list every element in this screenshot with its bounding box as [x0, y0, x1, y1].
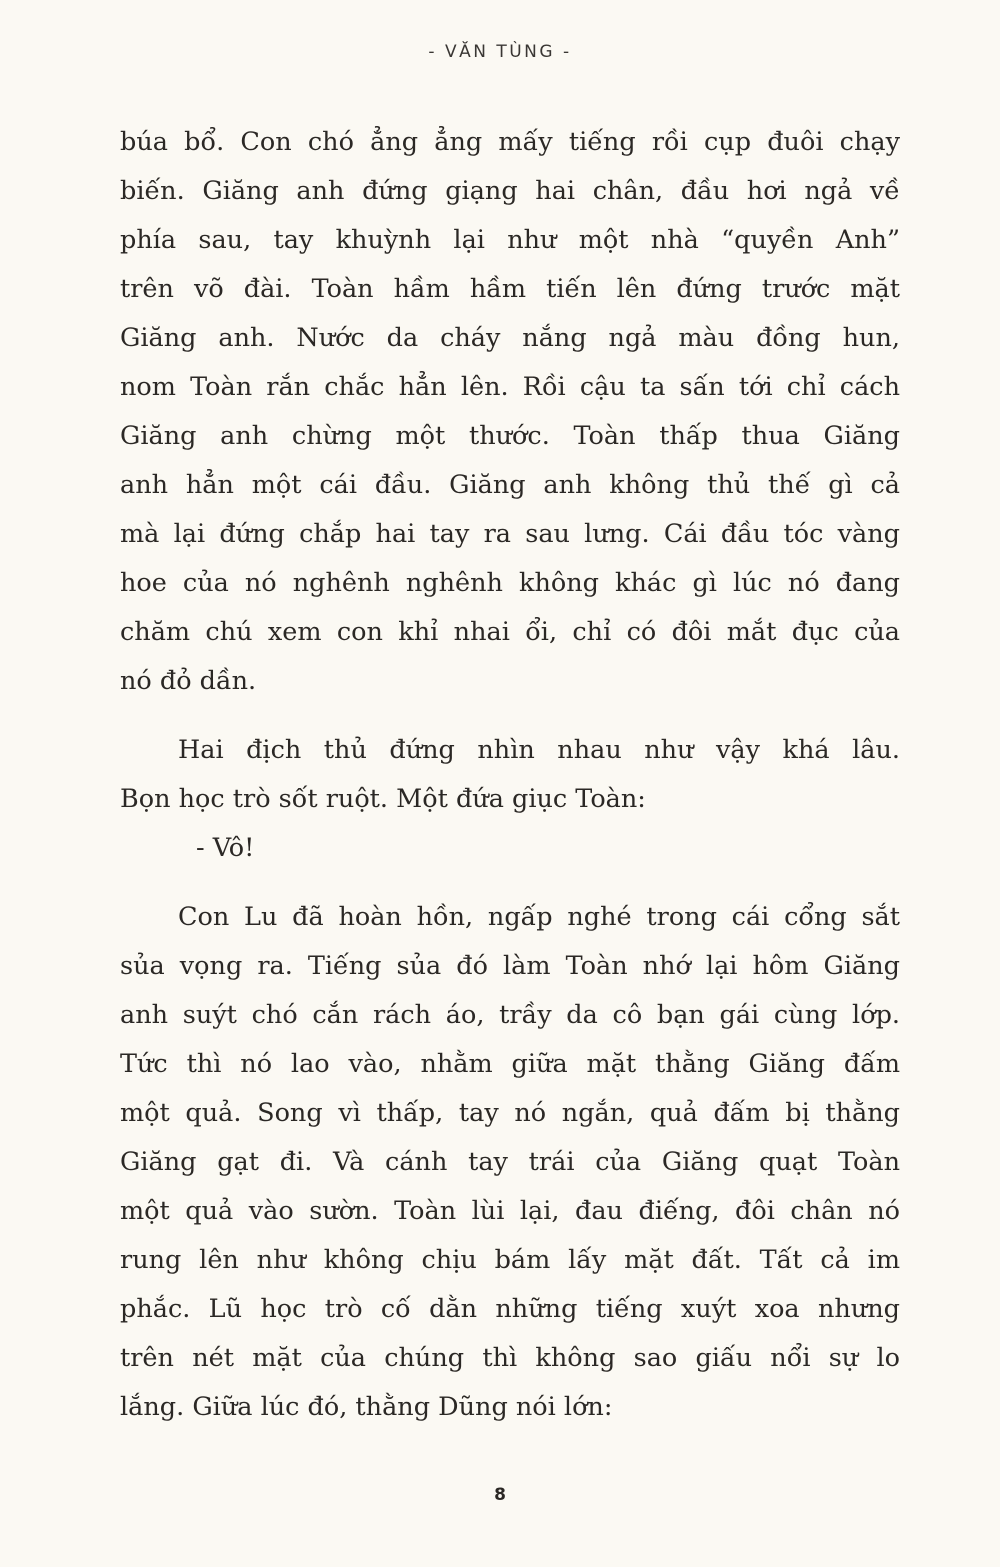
- text-line: rung lên như không chịu bám lấy mặt đất. Tất cả im: [120, 1245, 900, 1275]
- text-line: chăm chú xem con khỉ nhai ổi, chỉ có đôi mắt đục của: [120, 617, 900, 647]
- text-line: một quả. Song vì thấp, tay nó ngắn, quả đấm bị thằng: [120, 1098, 900, 1128]
- dialogue-line: [120, 824, 900, 873]
- page-number: 8: [494, 1485, 506, 1505]
- running-header: - VĂN TÙNG -: [428, 42, 572, 62]
- text-line: trên nét mặt của chúng thì không sao giấu nổi sự lo: [120, 1343, 900, 1373]
- text-line: sủa vọng ra. Tiếng sủa đó làm Toàn nhớ lại hôm Giăng: [120, 951, 900, 981]
- text-line: lắng. Giữa lúc đó, thằng Dũng nói lớn:: [120, 1392, 613, 1422]
- text-line: Giăng gạt đi. Và cánh tay trái của Giăng quạt Toàn: [120, 1147, 900, 1177]
- paragraph-1: [120, 118, 900, 706]
- text-line: Con Lu đã hoàn hồn, ngấp nghé trong cái cổng sắt: [178, 902, 900, 932]
- text-line: búa bổ. Con chó ẳng ẳng mấy tiếng rồi cụp đuôi chạy: [120, 127, 900, 157]
- text-line: anh hẳn một cái đầu. Giăng anh không thủ thế gì cả: [120, 470, 900, 500]
- text-line: một quả vào sườn. Toàn lùi lại, đau điếng, đôi chân nó: [120, 1196, 900, 1226]
- text-line: nom Toàn rắn chắc hẳn lên. Rồi cậu ta sấn tới chỉ cách: [120, 372, 900, 402]
- paragraph-2: [120, 726, 900, 824]
- text-line: biến. Giăng anh đứng giạng hai chân, đầu hơi ngả về: [120, 176, 900, 206]
- text-line: Giăng anh. Nước da cháy nắng ngả màu đồng hun,: [120, 323, 900, 353]
- text-line: anh suýt chó cắn rách áo, trầy da cô bạn gái cùng lớp.: [120, 1000, 900, 1030]
- text-line: nó đỏ dần.: [120, 666, 257, 696]
- text-line: phắc. Lũ học trò cố dằn những tiếng xuýt xoa nhưng: [120, 1294, 900, 1324]
- text-line: hoe của nó nghênh nghênh không khác gì lúc nó đang: [120, 568, 900, 598]
- text-line: Bọn học trò sốt ruột. Một đứa giục Toàn:: [120, 784, 646, 814]
- body-text: [120, 118, 900, 1432]
- text-line: Hai địch thủ đứng nhìn nhau như vậy khá lâu.: [178, 735, 900, 765]
- text-line: Giăng anh chừng một thước. Toàn thấp thua Giăng: [120, 421, 900, 451]
- text-line: mà lại đứng chắp hai tay ra sau lưng. Cái đầu tóc vàng: [120, 519, 900, 549]
- text-line: trên võ đài. Toàn hầm hầm tiến lên đứng trước mặt: [120, 274, 900, 304]
- text-line: phía sau, tay khuỳnh lại như một nhà “quyền Anh”: [120, 225, 900, 255]
- text-line: - Vô!: [196, 833, 255, 863]
- paragraph-4: [120, 893, 900, 1432]
- text-line: Tức thì nó lao vào, nhằm giữa mặt thằng Giăng đấm: [120, 1049, 900, 1079]
